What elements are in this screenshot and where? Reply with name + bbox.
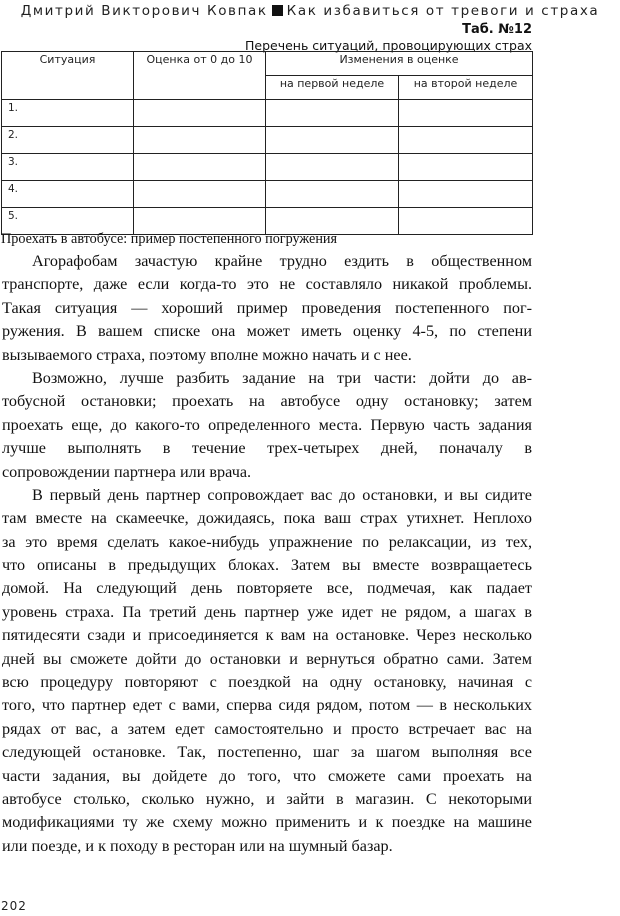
rating-cell [134,127,266,154]
text-line: за это время сделать какое-нибудь упражнение по релаксации, из тех, [2,532,532,551]
text-line: следующей остановке. Так, постепенно, шаг за шагом выполняя все [2,743,532,762]
text-line: того, что партнер едет с вами, сперва сидя рядом, потом — в нескольких [2,696,532,715]
text-line: всю процедуру повторяют с поездкой на одну остановку, начиная с [2,673,532,692]
header-situation: Ситуация [2,52,134,100]
header-changes: Изменения в оценке [266,52,533,76]
text-line: дней вы сможете дойти до остановки и вернуться обратно сами. Затем [2,649,532,668]
text-line: домой. На следующий день повторяете все, подмечая, как падает [2,579,532,598]
header-rating: Оценка от 0 до 10 [134,52,266,100]
text-line: ружения. В вашем списке она может иметь оценку 4-5, по степени [2,322,532,341]
situations-table [1,51,533,235]
header-book-title: Как избавиться от тревоги и страха [286,3,600,19]
text-line: лучше выполнять в течение трех-четырех дней, поначалу в [2,439,532,458]
page-number: 202 [1,899,27,913]
week1-cell [266,154,399,181]
text-line: пятидесяти сзади и присоединяется к вам на остановке. Через несколько [2,626,532,645]
week1-cell [266,181,399,208]
week2-cell [399,100,533,127]
section-title: Проехать в автобусе: пример постепенного погружения [1,231,338,247]
text-line: рядах от вас, а затем едет самостоятельно и просто встречает вас на [2,719,532,738]
row-number: 5. [2,208,134,235]
text-line: что описаны в предыдущих блоках. Затем вы вместе возвращаетесь [2,556,532,575]
text-line: там вместе на скамеечке, дожидаясь, пока ваш страх утихнет. Неплохо [2,509,532,528]
week2-cell [399,127,533,154]
text-line: В первый день партнер сопровождает вас до остановки, и вы сидите [32,485,532,504]
header-week1: на первой неделе [266,76,399,100]
text-line: сопровождении партнера или врача. [2,462,252,481]
table-caption: Перечень ситуаций, провоцирующих страх [244,38,532,53]
rating-cell [134,100,266,127]
table-row [2,181,533,208]
text-line: автобусе столько, сколько нужно, и зайти в магазин. С некоторыми [2,789,532,808]
table-row [2,154,533,181]
running-header [0,3,620,19]
row-number: 3. [2,154,134,181]
week2-cell [399,154,533,181]
text-line: или поезде, и к походу в ресторан или на шумный базар. [2,836,393,855]
text-line: проехать еще, до какого-то определенного места. Первую часть задания [2,415,532,434]
row-number: 1. [2,100,134,127]
separator-square-icon [272,5,283,16]
week2-cell [399,181,533,208]
week1-cell [266,127,399,154]
rating-cell [134,154,266,181]
text-line: Возможно, лучше разбить задание на три части: дойти до ав- [32,368,532,387]
text-line: тобусной остановки; проехать на автобусе одну остановку; затем [2,392,532,411]
text-line: Агорафобам зачастую крайне трудно ездить в общественном [32,252,532,270]
body-text [2,250,532,858]
text-line: вызываемого страха, поэтому вполне можно начать и с нее. [2,345,412,364]
table-row [2,100,533,127]
table-row [2,127,533,154]
week1-cell [266,100,399,127]
table-number: Таб. №12 [462,22,532,37]
text-line: уровень страха. Па третий день партнер уже идет не рядом, а шагах в [2,602,532,621]
week2-cell [399,208,533,235]
text-line: транспорте, даже если когда-то это не составляло никакой проблемы. [2,275,532,294]
text-line: части задания, вы дойдете до того, что сможете сами проехать на [2,766,532,785]
header-week2: на второй неделе [399,76,533,100]
text-line: модификациями ту же схему можно применить и к поездке на машине [2,813,532,832]
rating-cell [134,181,266,208]
header-author: Дмитрий Викторович Ковпак [20,3,268,19]
row-number: 4. [2,181,134,208]
row-number: 2. [2,127,134,154]
text-line: Такая ситуация — хороший пример проведения постепенного пог- [2,298,532,317]
